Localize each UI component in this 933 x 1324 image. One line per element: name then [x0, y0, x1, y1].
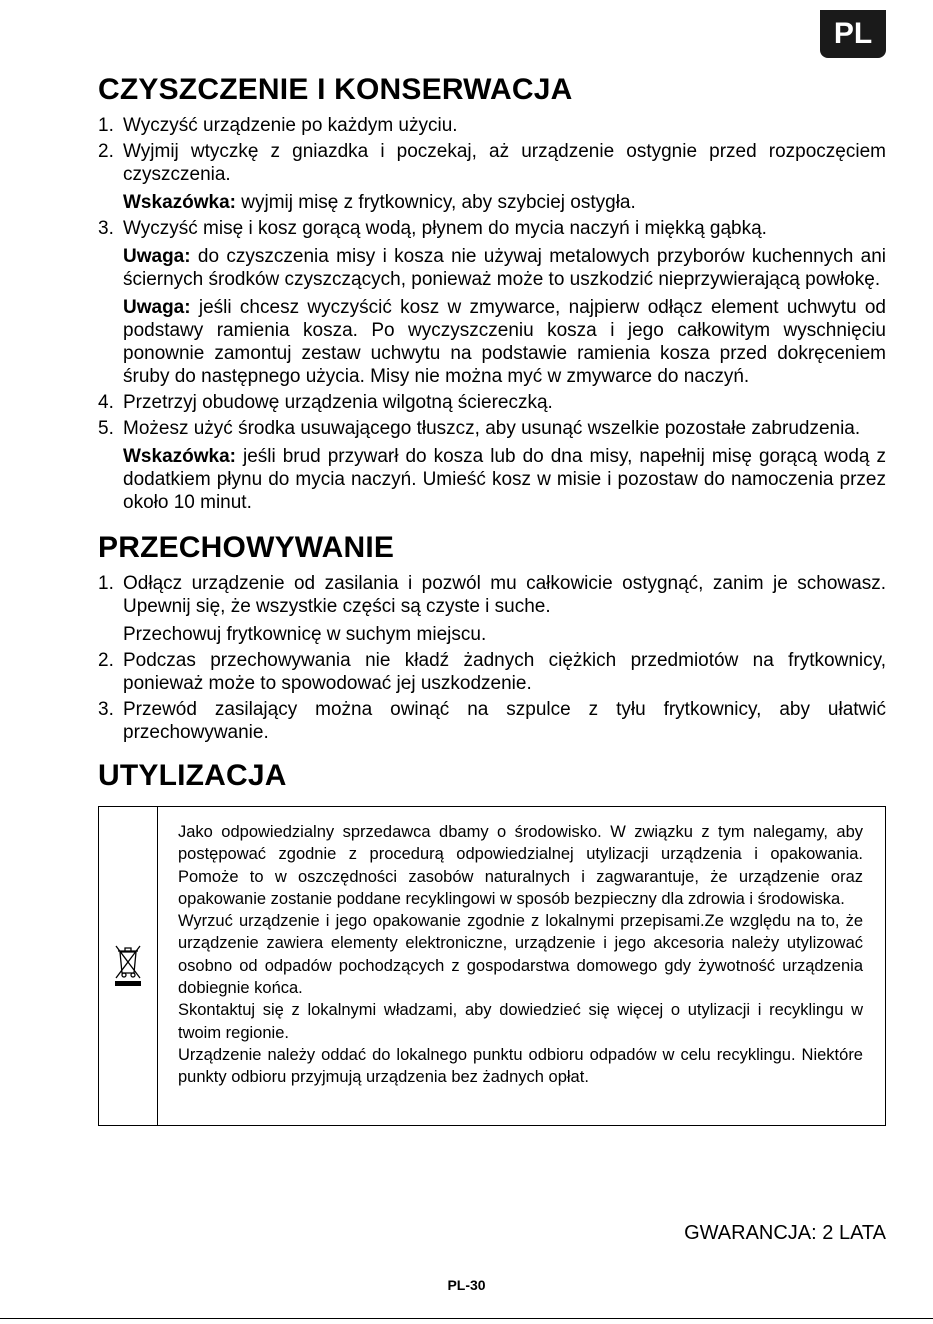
- section-title-disposal: UTYLIZACJA: [98, 759, 287, 792]
- disposal-icon-cell: [99, 807, 158, 1125]
- tip-text: wyjmij misę z frytkownicy, aby szybciej ostygła.: [235, 192, 636, 213]
- tip-note: [98, 191, 886, 214]
- bottom-divider: [0, 1318, 933, 1319]
- list-number: 1.: [98, 573, 114, 594]
- list-text: Przewód zasilający można owinąć na szpulce z tyłu frytkownicy, aby ułatwić przechowywanie.: [123, 699, 886, 743]
- list-item: [98, 698, 886, 744]
- list-number: 3.: [98, 699, 114, 720]
- list-item: [98, 114, 886, 137]
- list-item: [98, 140, 886, 186]
- disposal-paragraph: Skontaktuj się z lokalnymi władzami, aby dowiedzieć się więcej o utylizacji i recyklingu w twoim regionie.: [178, 1001, 863, 1042]
- disposal-text: [158, 807, 885, 1125]
- disposal-box: [98, 806, 886, 1126]
- list-text: Odłącz urządzenie od zasilania i pozwól mu całkowicie ostygnąć, zanim je schowasz. Upewnij się, że wszystkie części są czyste i suche.: [123, 573, 886, 617]
- tip-text: jeśli brud przywarł do kosza lub do dna misy, napełnij misę gorącą wodą z dodatkiem płynu do mycia naczyń. Umieść kosz w misie i pozostaw do namoczenia przez około 10 minut.: [123, 446, 886, 513]
- list-number: 3.: [98, 218, 114, 239]
- list-text: Wyczyść misę i kosz gorącą wodą, płynem do mycia naczyń i miękką gąbką.: [123, 218, 767, 239]
- language-tab: PL: [820, 10, 886, 58]
- list-item: [98, 649, 886, 695]
- list-text: Wyczyść urządzenie po każdym użyciu.: [123, 115, 458, 136]
- tip-label: Wskazówka:: [123, 192, 236, 213]
- page-content: [98, 68, 886, 1126]
- note-text: do czyszczenia misy i kosza nie używaj metalowych przyborów kuchennych ani ściernych środków czyszczących, ponieważ może to uszkodzić nieprzywierającą powłokę.: [123, 246, 886, 290]
- note-text: jeśli chcesz wyczyścić kosz w zmywarce, najpierw odłącz element uchwytu od podstawy ramienia kosza. Po wyczyszczeniu kosza i jego całkowitym wyschnięciu ponownie zamontuj zestaw uchwytu na podstawie ramienia kosza przed dokręceniem śruby do następnego użycia. Misy nie można myć w zmywarce do naczyń.: [123, 297, 886, 387]
- list-number: 4.: [98, 392, 114, 413]
- disposal-paragraph: Jako odpowiedzialny sprzedawca dbamy o środowisko. W związku z tym nalegamy, aby postępować zgodnie z procedurą odpowiedzialnej utylizacji urządzenia i opakowania. Pomoże to w oszczędności zasobów naturalnych i zagwarantuje, że urządzenie oraz opakowanie zostanie poddane recyklingowi w sposób bezpieczny dla zdrowia i środowiska.: [178, 823, 863, 908]
- section-title-cleaning: CZYSZCZENIE I KONSERWACJA: [98, 73, 573, 106]
- list-item: [98, 391, 886, 414]
- list-number: 2.: [98, 141, 114, 162]
- list-text: Podczas przechowywania nie kładź żadnych ciężkich przedmiotów na frytkownicy, ponieważ może to spowodować jej uszkodzenie.: [123, 650, 886, 694]
- section-title-storage: PRZECHOWYWANIE: [98, 531, 395, 564]
- tip-note: [98, 445, 886, 514]
- list-item: [98, 417, 886, 440]
- list-text: Możesz użyć środka usuwającego tłuszcz, aby usunąć wszelkie pozostałe zabrudzenia.: [123, 418, 861, 439]
- note-label: Uwaga:: [123, 297, 191, 318]
- list-text: Wyjmij wtyczkę z gniazdka i poczekaj, aż urządzenie ostygnie przed rozpoczęciem czyszczenia.: [123, 141, 886, 185]
- tip-label: Wskazówka:: [123, 446, 236, 467]
- disposal-paragraph: Wyrzuć urządzenie i jego opakowanie zgodnie z lokalnymi przepisami.Ze względu na to, że urządzenie zawiera elementy elektroniczne, urządzenie i jego akcesoria należy utylizować osobno od odpadów pochodzących z gospodarstwa domowego gdy żywotność urządzenia dobiegnie końca.: [178, 912, 863, 998]
- warning-note: [98, 296, 886, 388]
- list-number: 2.: [98, 650, 114, 671]
- warning-note: [98, 245, 886, 291]
- page-number: PL-30: [447, 1277, 486, 1293]
- list-number: 5.: [98, 418, 114, 439]
- storage-note: Przechowuj frytkownicę w suchym miejscu.: [123, 624, 487, 645]
- list-item: [98, 217, 886, 240]
- warranty-label: GWARANCJA: 2 LATA: [684, 1222, 886, 1244]
- list-number: 1.: [98, 115, 114, 136]
- crossed-out-wheelie-bin-icon: [113, 941, 143, 992]
- list-item: [98, 572, 886, 618]
- disposal-paragraph: Urządzenie należy oddać do lokalnego punktu odbioru odpadów w celu recyklingu. Niektóre punkty odbioru przyjmują urządzenia bez żadnych opłat.: [178, 1045, 863, 1087]
- list-text: Przetrzyj obudowę urządzenia wilgotną ściereczką.: [123, 392, 553, 413]
- note-label: Uwaga:: [123, 246, 191, 267]
